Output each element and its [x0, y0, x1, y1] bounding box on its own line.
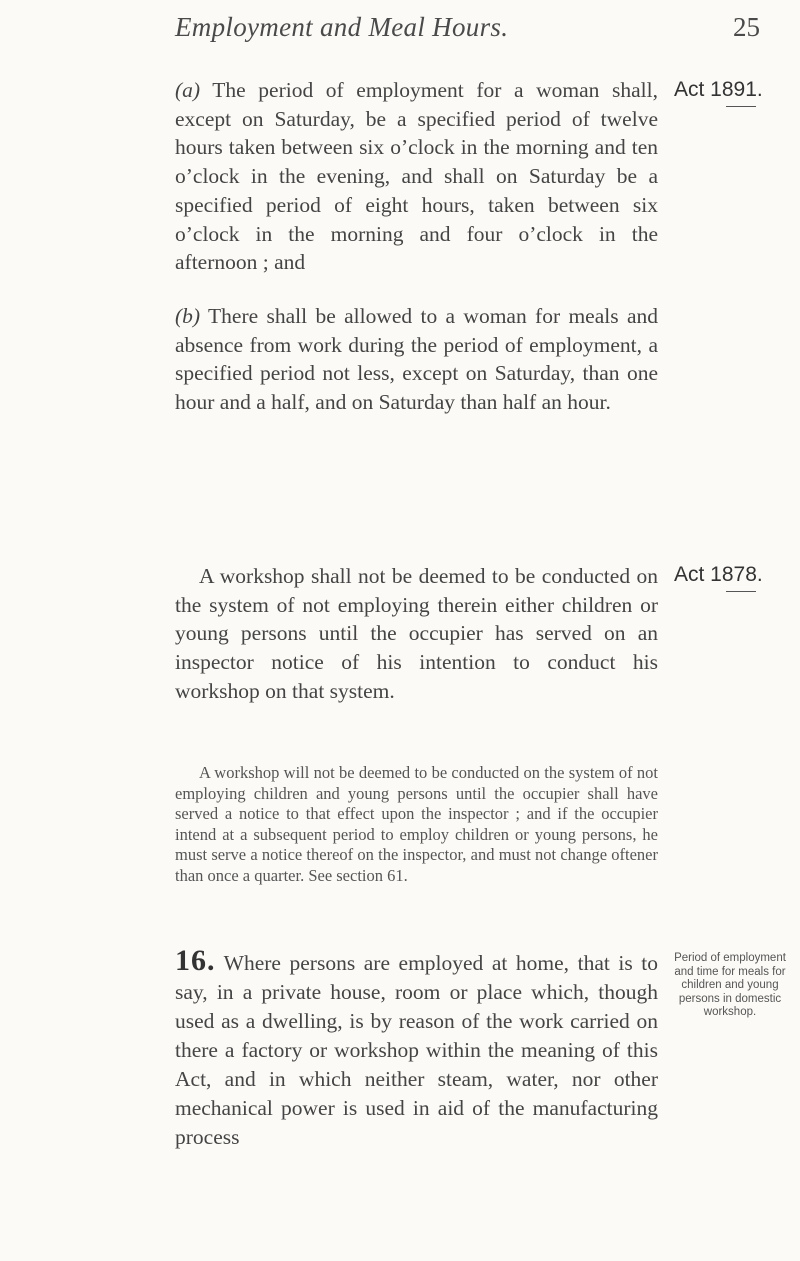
clause-b [175, 302, 658, 417]
section-16-text: Where persons are employed at home, that is to say, in a private house, room or place which, though used as a dwelling, is by reason of the work carried on there a factory or workshop within the meaning of this Act, and in which neither steam, water, nor other mechanical power is used in aid of the manufacturing process [175, 951, 658, 1149]
page-header [0, 12, 800, 52]
workshop-section-text: A workshop shall not be deemed to be conducted on the system of not employing therein either children or young persons until the occupier has served on an inspector notice of his intention to conduct his workshop on that system. [175, 564, 658, 703]
margin-act-1878 [674, 563, 763, 592]
running-title: Employment and Meal Hours. [175, 12, 509, 42]
clause-a [175, 76, 658, 277]
margin-act-1878-label: Act 1878. [674, 563, 763, 586]
clause-a-label: (a) [175, 78, 201, 102]
margin-act-1891-label: Act 1891. [674, 78, 763, 101]
margin-rule [726, 591, 756, 592]
clause-b-label: (b) [175, 304, 201, 328]
editorial-note: A workshop will not be deemed to be conducted on the system of not employing children and young persons until the occupier shall have served a notice to that effect upon the inspector ; and if the occupier intend at a subsequent period to employ children or young persons, he must serve a notice thereof on the inspector, and must not change oftener than once a quarter. See section 61. [175, 763, 658, 885]
margin-note-section-16: Period of employment and time for meals for children and young persons in domestic workshop. [674, 952, 786, 1018]
margin-rule [726, 106, 756, 107]
section-16-number: 16. [175, 944, 216, 977]
margin-act-1891 [674, 78, 763, 107]
page-number: 25 [733, 12, 760, 42]
clause-b-text: There shall be allowed to a woman for meals and absence from work during the period of employment, a specified period not less, except on Saturday, than one hour and a half, and on Saturday than half an hour. [175, 304, 658, 415]
clause-a-text: The period of employment for a woman shall, except on Saturday, be a specified period of twelve hours taken between six o’clock in the morning and ten o’clock in the evening, and shall on Saturday be a specified period of eight hours, taken between six o’clock in the morning and four o’clock in the afternoon ; and [175, 78, 658, 275]
section-16 [175, 946, 658, 1152]
